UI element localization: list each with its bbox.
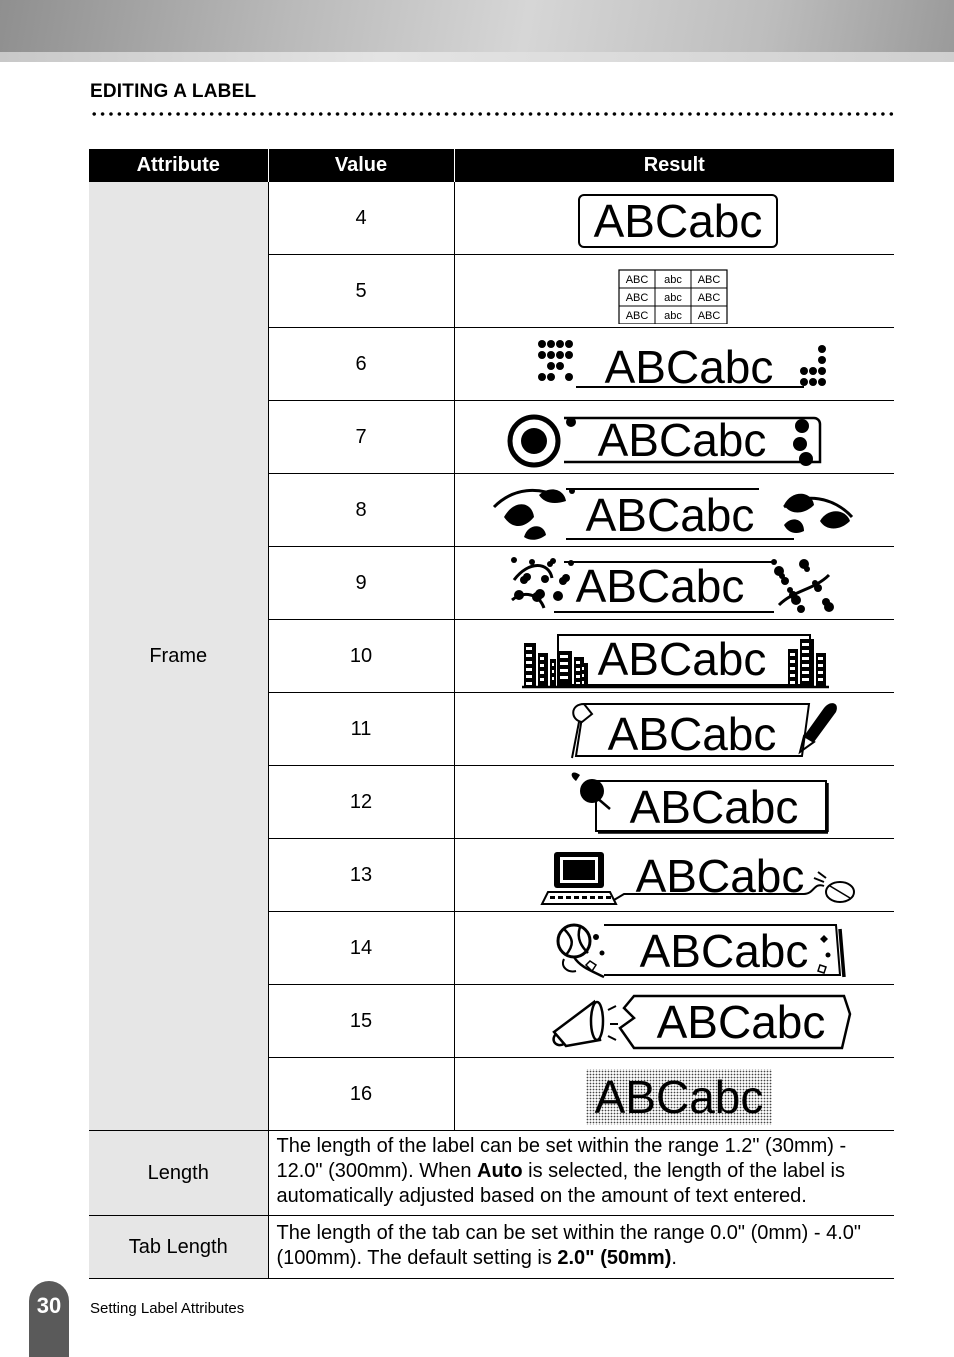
table-header-row [89,149,894,182]
frame-value: 5 [268,255,454,328]
sample-text: ABCabc [629,781,799,833]
sample-text: ABCabc [597,414,767,466]
frame-style-pin [484,769,864,835]
frame-style-rounded-box [484,185,864,251]
frame-result [454,766,894,839]
frame-value: 6 [268,328,454,401]
tab-length-desc-text-end: . [671,1246,677,1269]
tab-length-description [268,1216,894,1279]
attribute-length: Length [89,1131,268,1216]
header-band [0,0,954,62]
sample-text: ABCabc [635,850,805,902]
attribute-tab-length: Tab Length [89,1216,268,1279]
sample-text: ABCabc [656,996,826,1048]
table-row-length [89,1131,894,1216]
frame-style-city [484,623,864,689]
frame-value: 9 [268,547,454,620]
section-title: EDITING A LABEL [90,81,257,102]
length-desc-text-end: is selected, the length of the label is automatically adjusted based on the amount of text entered. [276,1160,845,1207]
frame-style-dotted-fill [484,1061,864,1127]
frame-result [454,255,894,328]
tab-length-desc-text: The length of the tab can be set within the range 0.0" (0mm) - 4.0"(100mm). The default setting is [276,1221,862,1269]
table-row-tab-length [89,1216,894,1279]
frame-style-party [484,915,864,981]
frame-result [454,839,894,912]
frame-style-circle-tab [484,404,864,470]
header-attribute: Attribute [89,149,268,182]
frame-rows [89,182,894,1131]
sample-text: ABCabc [607,708,777,760]
grid-cell-text: ABC [625,292,649,304]
grid-cell-text: abc [664,292,683,304]
frame-result [454,328,894,401]
frame-value: 7 [268,401,454,474]
frame-value: 13 [268,839,454,912]
sample-text: ABCabc [604,341,774,393]
frame-style-megaphone [484,988,864,1054]
length-desc-text: The length of the label can be set within the range 1.2" (30mm) - 12.0" (300mm). When [276,1135,847,1182]
frame-value: 16 [268,1058,454,1131]
frame-style-dots [484,331,864,397]
header-result: Result [454,149,894,182]
frame-value: 15 [268,985,454,1058]
frame-result [454,547,894,620]
sample-text: ABCabc [585,489,755,541]
frame-value: 8 [268,474,454,547]
tab-length-desc-bold: 2.0" (50mm) [557,1246,672,1269]
frame-result [454,620,894,693]
frame-style-grid [484,258,864,324]
frame-result [454,1058,894,1131]
attribute-frame: Frame [89,182,268,1131]
page-number-tab: 30 [29,1281,69,1357]
frame-value: 10 [268,620,454,693]
grid-cell-text: ABC [625,274,649,286]
frame-value: 14 [268,912,454,985]
grid-cell-text: ABC [697,274,721,286]
footer-section-name: Setting Label Attributes [90,1300,245,1317]
frame-style-leaves [484,477,864,543]
sample-text: ABCabc [639,925,809,977]
length-description [268,1131,894,1216]
table-row [89,182,894,255]
frame-result [454,912,894,985]
frame-result [454,474,894,547]
frame-style-floral [484,550,864,616]
frame-result [454,693,894,766]
attribute-table [89,149,894,1279]
frame-result [454,985,894,1058]
grid-cell-text: ABC [697,310,721,322]
frame-value: 12 [268,766,454,839]
frame-style-computer [484,842,864,908]
frame-result [454,401,894,474]
length-desc-bold: Auto [477,1160,523,1182]
sample-text: ABCabc [597,633,767,685]
sample-text: ABCabc [575,560,745,612]
frame-value: 4 [268,182,454,255]
sample-text: ABCabc [593,195,763,247]
dotted-divider [90,111,895,117]
grid-cell-text: ABC [697,292,721,304]
grid-cell-text: abc [664,310,683,322]
grid-cell-text: ABC [625,310,649,322]
frame-style-paper-pen [484,696,864,762]
frame-value: 11 [268,693,454,766]
sample-text: ABCabc [594,1071,764,1123]
header-value: Value [268,149,454,182]
frame-result [454,182,894,255]
grid-cell-text: abc [664,274,683,286]
